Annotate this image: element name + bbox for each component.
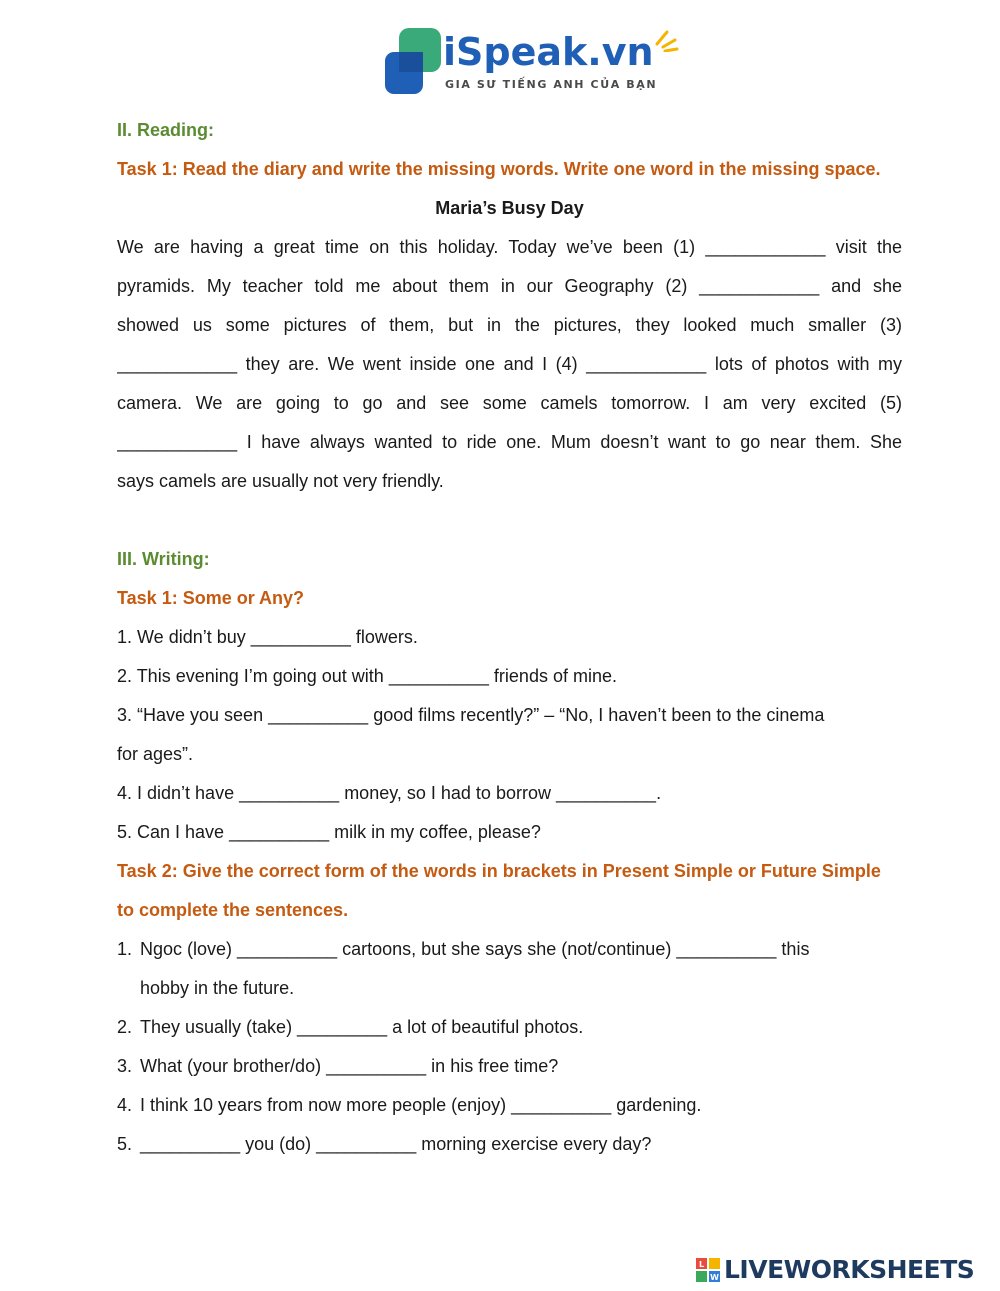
paragraph-line: ____________ I have always wanted to ride one. Mum doesn’t want to go near them. She <box>117 432 902 452</box>
task1-item: 1. We didn’t buy __________ flowers. <box>117 627 418 647</box>
task2-item <box>117 930 902 969</box>
task1-item: 3. “Have you seen __________ good films recently?” – “No, I haven’t been to the cinema <box>117 705 825 725</box>
item-text: __________ you (do) __________ morning exercise every day? <box>140 1134 652 1154</box>
item-number: 5. <box>117 1134 133 1154</box>
ispeak-logo-tagline: GIA SƯ TIẾNG ANH CỦA BẠN <box>445 78 658 91</box>
item-number: 4. <box>117 1095 133 1115</box>
task2-item <box>117 1008 902 1047</box>
worksheet-content <box>117 111 902 1164</box>
task2-item <box>117 969 902 1008</box>
paragraph-line: showed us some pictures of them, but in the pictures, they looked much smaller (3) <box>117 315 902 335</box>
paragraph-line: pyramids. My teacher told me about them in our Geography (2) ____________ and she <box>117 276 902 296</box>
reading-heading: II. Reading: <box>117 120 215 140</box>
section-spacer <box>117 501 902 540</box>
badge-letter: L <box>698 1260 705 1269</box>
writing-heading: III. Writing: <box>117 549 210 569</box>
liveworksheets-brand: LIVEWORKSHEETS <box>724 1255 975 1284</box>
task2-item <box>117 1086 902 1125</box>
item-text: hobby in the future. <box>140 978 295 998</box>
item-number: 3. <box>117 1056 133 1076</box>
story-title: Maria’s Busy Day <box>435 198 584 218</box>
sparkle-icon <box>653 28 679 52</box>
task1-item: 2. This evening I’m going out with __________ friends of mine. <box>117 666 617 686</box>
ispeak-logo-mark-icon <box>385 26 445 96</box>
item-text: Ngoc (love) __________ cartoons, but she says she (not/continue) __________ this <box>140 939 810 959</box>
paragraph-line: camera. We are going to go and see some camels tomorrow. I am very excited (5) <box>117 393 902 413</box>
task2-item <box>117 1125 902 1164</box>
reading-task1-title: Task 1: Read the diary and write the missing words. Write one word in the missing space. <box>117 159 881 179</box>
paragraph-line: says camels are usually not very friendly. <box>117 471 444 491</box>
liveworksheets-logo[interactable] <box>696 1255 996 1285</box>
writing-task1-title: Task 1: Some or Any? <box>117 588 305 608</box>
ispeak-logo <box>385 26 685 98</box>
item-number: 2. <box>117 1017 133 1037</box>
task2-item <box>117 1047 902 1086</box>
writing-task2-title: to complete the sentences. <box>117 900 349 920</box>
writing-task2-title: Task 2: Give the correct form of the words in brackets in Present Simple or Future Simple <box>117 861 881 881</box>
badge-letter: W <box>710 1273 719 1282</box>
item-number: 1. <box>117 939 133 959</box>
task1-item: for ages”. <box>117 744 194 764</box>
paragraph-line: We are having a great time on this holiday. Today we’ve been (1) ____________ visit the <box>117 237 902 257</box>
item-text: They usually (take) _________ a lot of beautiful photos. <box>140 1017 584 1037</box>
liveworksheets-badge-icon <box>696 1258 720 1282</box>
task1-item: 5. Can I have __________ milk in my coffee, please? <box>117 822 541 842</box>
item-text: What (your brother/do) __________ in his free time? <box>140 1056 559 1076</box>
paragraph-line: ____________ they are. We went inside one and I (4) ____________ lots of photos with my <box>117 354 902 374</box>
ispeak-logo-name: iSpeak.vn <box>443 30 654 74</box>
item-text: I think 10 years from now more people (enjoy) __________ gardening. <box>140 1095 702 1115</box>
task1-item: 4. I didn’t have __________ money, so I had to borrow __________. <box>117 783 662 803</box>
